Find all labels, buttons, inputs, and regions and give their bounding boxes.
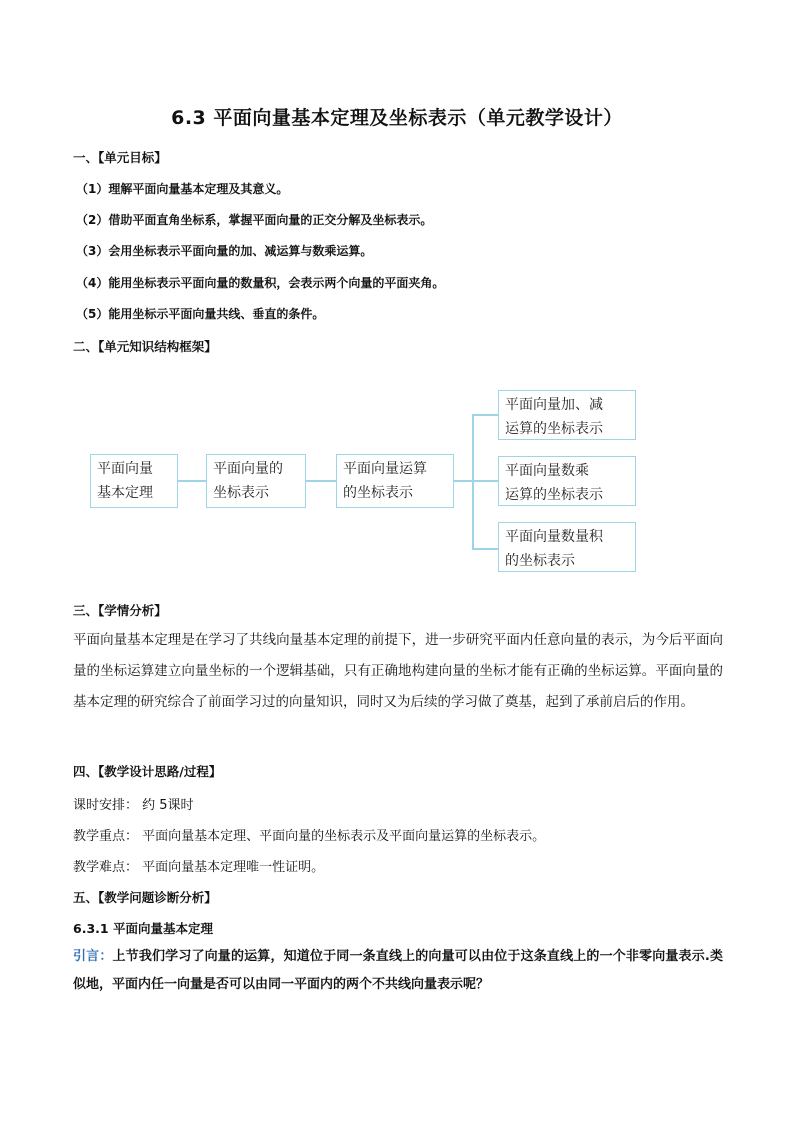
lesson-hours: 课时安排： 约 5课时 <box>73 798 194 813</box>
subsection-heading: 6.3.1 平面向量基本定理 <box>73 921 213 936</box>
connector-line <box>472 414 498 416</box>
teaching-key-points: 教学重点： 平面向量基本定理、平面向量的坐标表示及平面向量运算的坐标表示。 <box>73 829 546 844</box>
diagram-box-operation-coordinates <box>336 454 454 508</box>
intro-label: 引言： <box>73 949 113 964</box>
connector-line <box>472 548 498 550</box>
section-heading-goals: 一、【单元目标】 <box>73 150 167 165</box>
section-heading-diagnosis: 五、【教学问题诊断分析】 <box>73 890 217 905</box>
box-line: 平面向量运算 <box>343 461 427 477</box>
connector-line <box>472 480 498 482</box>
diagram-box-scalar-multiplication <box>498 456 636 506</box>
section-heading-analysis: 三、【学情分析】 <box>73 603 167 618</box>
box-line: 基本定理 <box>97 485 153 501</box>
intro-text: 上节我们学习了向量的运算，知道位于同一条直线上的向量可以由位于这条直线上的一个非零向量表示.类似地，平面内任一向量是否可以由同一平面内的两个不共线向量表示呢？ <box>73 949 723 992</box>
box-line: 的坐标表示 <box>505 553 575 569</box>
section-heading-framework: 二、【单元知识结构框架】 <box>73 339 217 354</box>
connector-line <box>178 480 206 482</box>
box-line: 平面向量数量积 <box>505 529 603 545</box>
box-line: 平面向量数乘 <box>505 463 589 479</box>
diagram-box-dot-product <box>498 522 636 572</box>
section-heading-design: 四、【教学设计思路/过程】 <box>73 764 222 779</box>
goal-item: （4）能用坐标表示平面向量的数量积，会表示两个向量的平面夹角。 <box>76 276 445 290</box>
goal-item: （5）能用坐标示平面向量共线、垂直的条件。 <box>76 307 325 321</box>
connector-line <box>306 480 336 482</box>
box-line: 坐标表示 <box>213 485 269 501</box>
diagram-box-basic-theorem <box>90 454 178 508</box>
analysis-paragraph: 平面向量基本定理是在学习了共线向量基本定理的前提下，进一步研究平面内任意向量的表示，为今后平面向量的坐标运算建立向量坐标的一个逻辑基础，只有正确地构建向量的坐标才能有正确的坐标运算。平面向量的基本定理的研究综合了前面学习过的向量知识，同时又为后续的学习做了奠基，起到了承前启后的作用。 <box>73 632 723 710</box>
box-line: 平面向量加、减 <box>505 397 603 413</box>
goal-item: （2）借助平面直角坐标系，掌握平面向量的正交分解及坐标表示。 <box>76 213 433 227</box>
connector-line <box>454 480 472 482</box>
goal-item: （1）理解平面向量基本定理及其意义。 <box>76 182 289 196</box>
page-title: 6.3 平面向量基本定理及坐标表示（单元教学设计） <box>171 107 623 129</box>
diagram-box-coordinate-representation <box>206 454 306 508</box>
diagram-box-add-subtract <box>498 390 636 440</box>
intro-paragraph <box>73 943 723 999</box>
box-line: 平面向量 <box>97 461 153 477</box>
box-line: 平面向量的 <box>213 461 283 477</box>
box-line: 的坐标表示 <box>343 485 413 501</box>
box-line: 运算的坐标表示 <box>505 421 603 437</box>
goal-item: （3）会用坐标表示平面向量的加、减运算与数乘运算。 <box>76 244 373 258</box>
teaching-difficulties: 教学难点： 平面向量基本定理唯一性证明。 <box>73 860 325 875</box>
knowledge-structure-diagram <box>90 380 650 580</box>
box-line: 运算的坐标表示 <box>505 487 603 503</box>
